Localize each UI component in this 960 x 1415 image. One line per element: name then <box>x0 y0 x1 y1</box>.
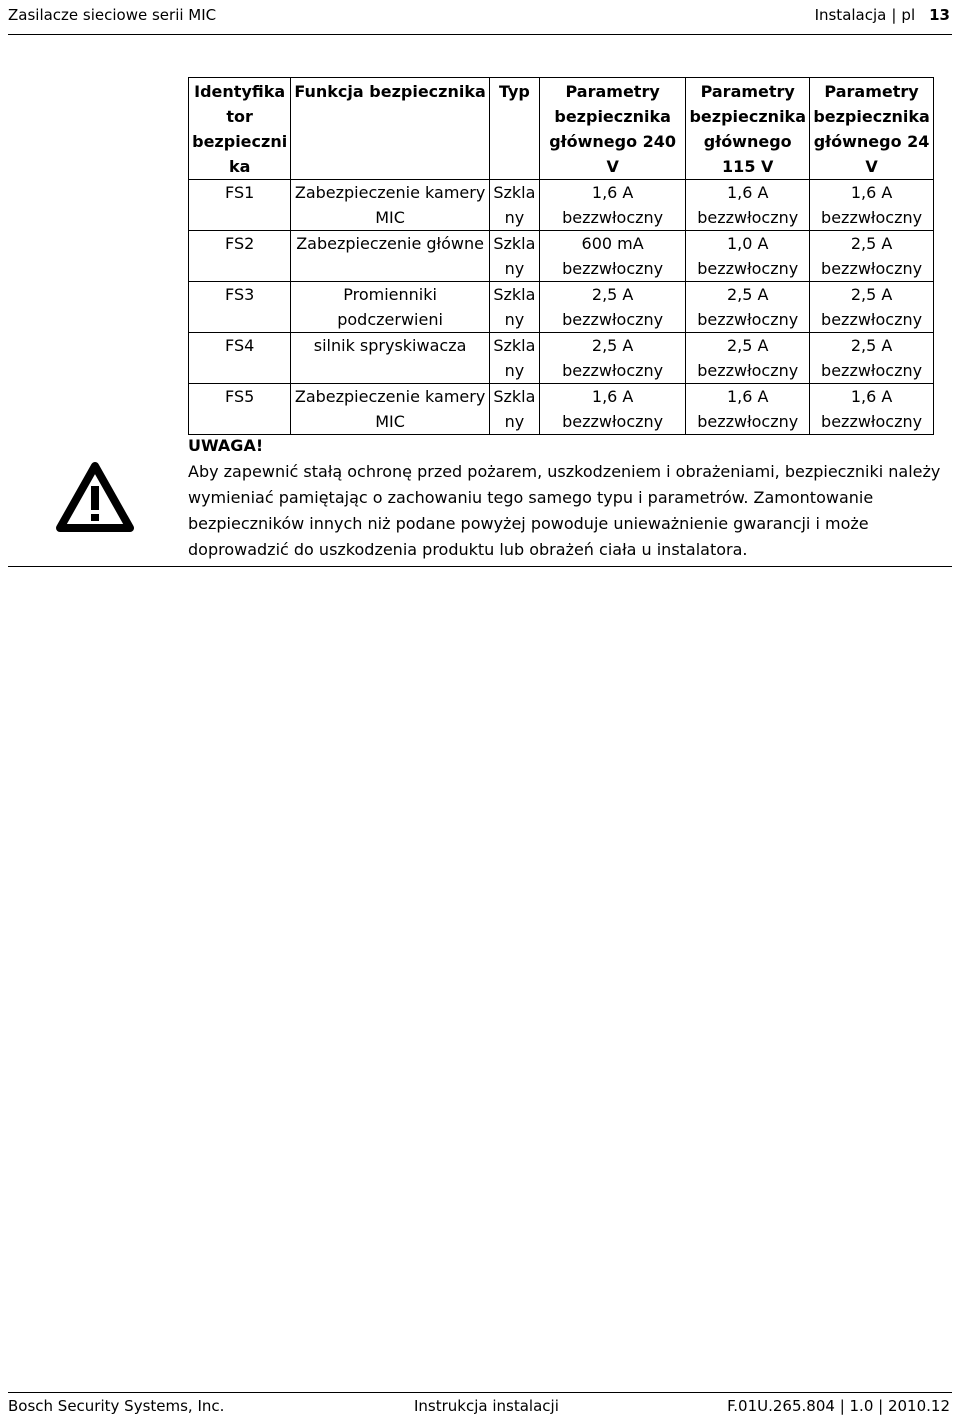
fuse-id: FS2 <box>189 231 291 282</box>
footer-doc-ref: F.01U.265.804 | 1.0 | 2010.12 <box>727 1397 950 1415</box>
table-header-row <box>189 78 934 180</box>
page-number: 13 <box>929 6 950 24</box>
page-header <box>8 0 952 35</box>
fuse-24v: 1,6 A bezzwłoczny <box>810 384 934 435</box>
column-header-240v: Parametry bezpiecznika głównego 240 V <box>539 78 685 180</box>
fuse-240v: 2,5 A bezzwłoczny <box>539 282 685 333</box>
divider <box>8 566 952 567</box>
fuse-function: silnik spryskiwacza <box>291 333 490 384</box>
fuse-115v: 1,6 A bezzwłoczny <box>686 180 810 231</box>
fuse-function: Zabezpieczenie główne <box>291 231 490 282</box>
fuse-type: Szkla ny <box>489 333 539 384</box>
fuse-id: FS3 <box>189 282 291 333</box>
fuse-24v: 2,5 A bezzwłoczny <box>810 282 934 333</box>
table-row <box>189 282 934 333</box>
footer-doc-type: Instrukcja instalacji <box>414 1397 559 1415</box>
column-header-id: Identyfika tor bezpieczni ka <box>189 78 291 180</box>
fuse-id: FS4 <box>189 333 291 384</box>
table-row <box>189 231 934 282</box>
fuse-115v: 1,0 A bezzwłoczny <box>686 231 810 282</box>
fuse-240v: 600 mA bezzwłoczny <box>539 231 685 282</box>
fuse-115v: 2,5 A bezzwłoczny <box>686 282 810 333</box>
fuse-24v: 2,5 A bezzwłoczny <box>810 231 934 282</box>
table-row <box>189 180 934 231</box>
table-row <box>189 384 934 435</box>
footer-date: 2010.12 <box>887 1397 950 1415</box>
column-header-115v: Parametry bezpiecznika głównego 115 V <box>686 78 810 180</box>
fuse-type: Szkla ny <box>489 384 539 435</box>
warning-text: Aby zapewnić stałą ochronę przed pożarem, uszkodzeniem i obrażeniami, bezpieczniki należy wymieniać pamiętając o zachowaniu tego samego typu i parametrów. Zamontowanie bezpieczników innych niż podane powyżej powoduje unieważnienie gwarancji i może doprowadzić do uszkodzenia produktu lub obrażeń ciała u instalatora. <box>188 462 941 559</box>
language-code: pl <box>901 6 916 24</box>
fuse-id: FS5 <box>189 384 291 435</box>
fuse-type: Szkla ny <box>489 282 539 333</box>
section-indicator: Instalacja | pl 13 <box>814 6 950 24</box>
column-header-24v: Parametry bezpiecznika głównego 24 V <box>810 78 934 180</box>
page-footer <box>8 1392 952 1415</box>
footer-doc-id: F.01U.265.804 <box>727 1397 835 1415</box>
section-name: Instalacja <box>814 6 887 24</box>
fuse-24v: 2,5 A bezzwłoczny <box>810 333 934 384</box>
column-header-function: Funkcja bezpiecznika <box>291 78 490 180</box>
document-title: Zasilacze sieciowe serii MIC <box>8 6 217 24</box>
fuse-240v: 2,5 A bezzwłoczny <box>539 333 685 384</box>
footer-company: Bosch Security Systems, Inc. <box>8 1397 225 1415</box>
table-row <box>189 333 934 384</box>
fuse-type: Szkla ny <box>489 180 539 231</box>
fuse-115v: 1,6 A bezzwłoczny <box>686 384 810 435</box>
fuse-240v: 1,6 A bezzwłoczny <box>539 180 685 231</box>
fuse-table <box>188 77 934 435</box>
fuse-240v: 1,6 A bezzwłoczny <box>539 384 685 435</box>
fuse-function: Zabezpieczenie kamery MIC <box>291 384 490 435</box>
fuse-function: Promienniki podczerwieni <box>291 282 490 333</box>
fuse-id: FS1 <box>189 180 291 231</box>
fuse-115v: 2,5 A bezzwłoczny <box>686 333 810 384</box>
fuse-type: Szkla ny <box>489 231 539 282</box>
warning-triangle-icon <box>54 460 136 534</box>
fuse-24v: 1,6 A bezzwłoczny <box>810 180 934 231</box>
warning-title: UWAGA! <box>188 436 264 455</box>
fuse-function: Zabezpieczenie kamery MIC <box>291 180 490 231</box>
column-header-type: Typ <box>489 78 539 180</box>
footer-version: 1.0 <box>849 1397 874 1415</box>
